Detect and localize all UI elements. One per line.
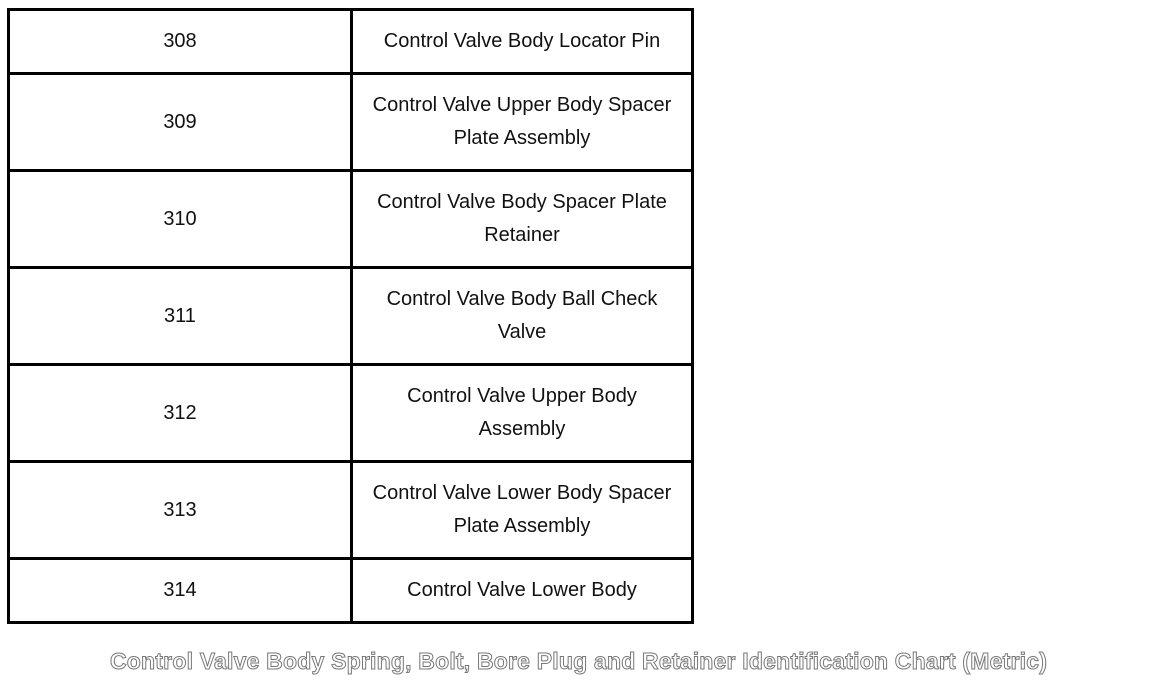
parts-identification-table	[7, 8, 694, 624]
table-row	[9, 171, 693, 268]
part-description: Control Valve Body Spacer Plate Retainer	[377, 191, 667, 246]
part-number-cell: 312	[9, 365, 352, 462]
chart-caption: Control Valve Body Spring, Bolt, Bore Plug and Retainer Identification Chart (Metric)	[110, 648, 1048, 674]
table-row	[9, 462, 693, 559]
part-number-cell: 314	[9, 559, 352, 623]
table-row	[9, 10, 693, 74]
part-number-cell: 308	[9, 10, 352, 74]
part-description-cell	[352, 268, 693, 365]
part-description-cell	[352, 10, 693, 74]
part-description: Control Valve Lower Body	[407, 579, 637, 601]
table-row	[9, 559, 693, 623]
part-number-cell: 309	[9, 74, 352, 171]
part-description-cell	[352, 462, 693, 559]
part-number-cell: 313	[9, 462, 352, 559]
part-number-cell: 310	[9, 171, 352, 268]
part-description: Control Valve Upper Body Spacer Plate Assembly	[372, 94, 672, 149]
part-description-cell	[352, 365, 693, 462]
part-description: Control Valve Lower Body Spacer Plate Assembly	[372, 482, 672, 537]
part-description-cell	[352, 171, 693, 268]
table-row	[9, 74, 693, 171]
part-description-cell	[352, 74, 693, 171]
part-description-cell	[352, 559, 693, 623]
part-description: Control Valve Body Locator Pin	[383, 30, 661, 52]
table-row	[9, 268, 693, 365]
part-number-cell: 311	[9, 268, 352, 365]
part-description: Control Valve Upper Body Assembly	[407, 385, 637, 440]
table-row	[9, 365, 693, 462]
part-description: Control Valve Body Ball Check Valve	[386, 288, 658, 343]
